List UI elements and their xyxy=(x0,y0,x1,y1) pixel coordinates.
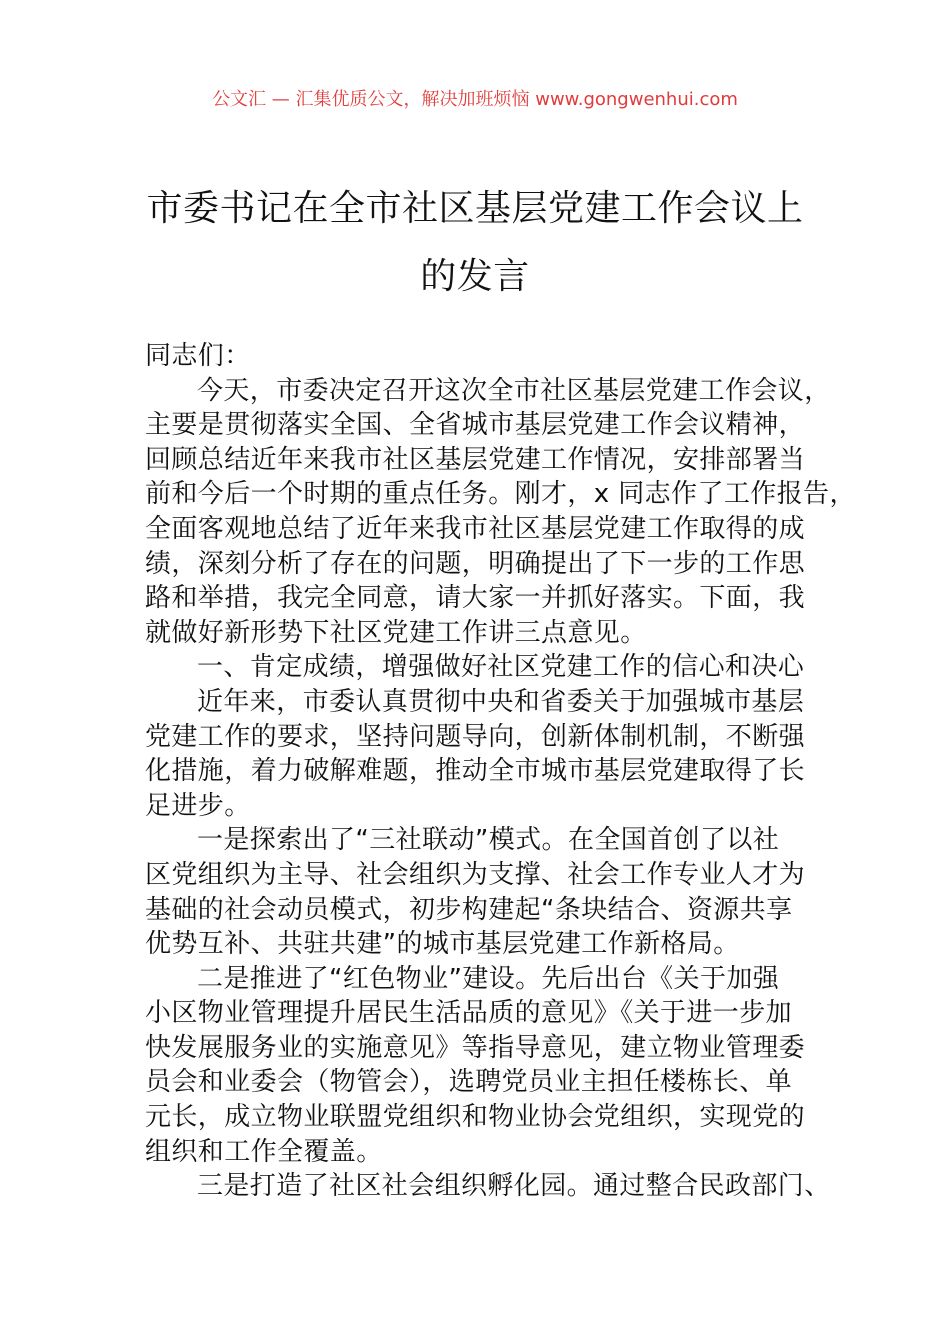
body-text-line: 一、肯定成绩，增强做好社区党建工作的信心和决心 xyxy=(197,652,805,683)
body-text-line: 区党组织为主导、社会组织为支撑、社会工作专业人才为 xyxy=(145,859,806,890)
body-text-line: 主要是贯彻落实全国、全省城市基层党建工作会议精神， xyxy=(145,410,806,441)
body-text-line: 组织和工作全覆盖。 xyxy=(145,1136,383,1167)
document-body xyxy=(145,339,856,1204)
body-text-line: 元长，成立物业联盟党组织和物业协会党组织，实现党的 xyxy=(145,1102,806,1133)
body-text-line: 化措施，着力破解难题，推动全市城市基层党建取得了长 xyxy=(145,756,806,787)
body-text-line: 路和举措，我完全同意，请大家一并抓好落实。下面，我 xyxy=(145,583,806,614)
body-text-line: 全面客观地总结了近年来我市社区基层党建工作取得的成 xyxy=(145,513,806,544)
body-text-line: 前和今后一个时期的重点任务。刚才，x 同志作了工作报告， xyxy=(145,479,856,510)
body-text-line: 党建工作的要求，坚持问题导向，创新体制机制，不断强 xyxy=(145,721,806,752)
body-text-line: 员会和业委会（物管会），选聘党员业主担任楼栋长、单 xyxy=(145,1067,793,1098)
body-text-line: 基础的社会动员模式，初步构建起“条块结合、资源共享 xyxy=(145,894,793,925)
body-text-line: 就做好新形势下社区党建工作讲三点意见。 xyxy=(145,617,647,648)
body-text-line: 今天，市委决定召开这次全市社区基层党建工作会议， xyxy=(197,375,831,406)
body-text-line: 绩，深刻分析了存在的问题，明确提出了下一步的工作思 xyxy=(145,548,806,579)
body-text-line: 足进步。 xyxy=(145,790,251,821)
body-text-line: 近年来，市委认真贯彻中央和省委关于加强城市基层 xyxy=(197,686,805,717)
document-title-line-1: 市委书记在全市社区基层党建工作会议上 xyxy=(146,188,804,229)
body-text-line: 二是推进了“红色物业”建设。先后出台《关于加强 xyxy=(197,963,780,994)
site-header-banner: 公文汇 — 汇集优质公文，解决加班烦恼 www.gongwenhui.com xyxy=(212,89,738,110)
document-title-line-2: 的发言 xyxy=(420,256,530,297)
body-text-line: 同志们： xyxy=(145,341,251,371)
body-text-line: 一是探索出了“三社联动”模式。在全国首创了以社 xyxy=(197,825,780,856)
body-text-line: 三是打造了社区社会组织孵化园。通过整合民政部门、 xyxy=(197,1171,831,1202)
body-text-line: 回顾总结近年来我市社区基层党建工作情况，安排部署当 xyxy=(145,444,806,475)
body-text-line: 快发展服务业的实施意见》等指导意见，建立物业管理委 xyxy=(145,1032,806,1063)
body-text-line: 小区物业管理提升居民生活品质的意见》《关于进一步加 xyxy=(145,998,793,1029)
body-text-line: 优势互补、共驻共建”的城市基层党建工作新格局。 xyxy=(145,929,740,960)
